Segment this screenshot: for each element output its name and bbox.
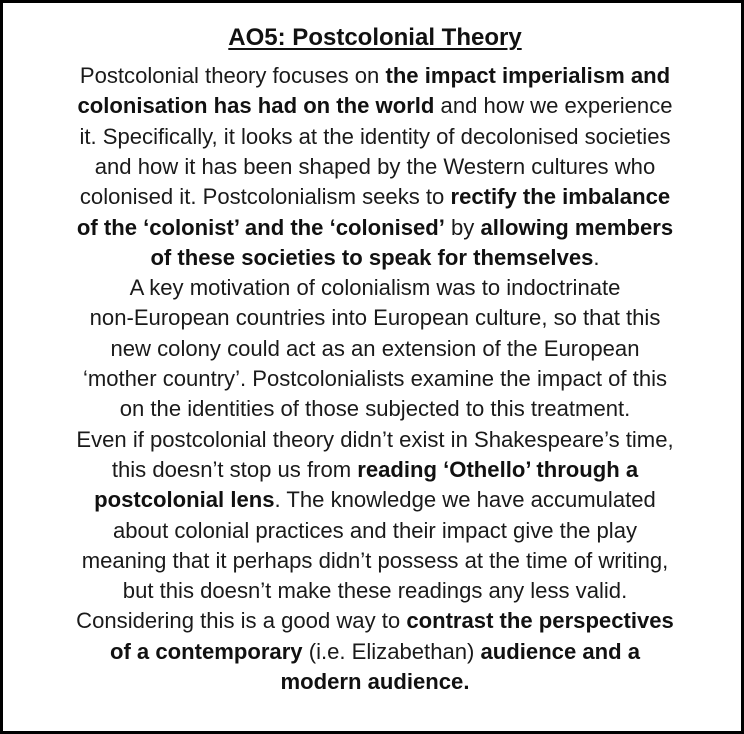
text-segment: new colony could act as an extension of the European: [110, 335, 640, 361]
bold-phrase: contrast the perspectives: [406, 608, 674, 634]
text-segment: ‘mother country’. Postcolonialists examine the impact of this: [82, 366, 668, 391]
text-line: [3, 607, 744, 635]
text-line: [3, 62, 744, 90]
text-line: [3, 517, 744, 545]
text-segment: and how we experience: [434, 93, 673, 119]
text-line: [3, 395, 744, 423]
bold-phrase: of the ‘colonist’ and the ‘colonised’: [76, 214, 445, 240]
text-segment: about colonial practices and their impact give the play: [112, 517, 638, 543]
text-line: [3, 577, 744, 605]
text-line: [3, 456, 744, 484]
text-line: [3, 304, 744, 332]
text-line: [3, 274, 744, 302]
text-line: [3, 547, 744, 575]
text-segment: this doesn’t stop us from: [111, 456, 358, 482]
text-segment: it. Specifically, it looks at the identity of decolonised societies: [79, 123, 671, 149]
bold-phrase: rectify the imbalance: [450, 184, 671, 210]
text-segment: (i.e. Elizabethan): [302, 638, 481, 664]
text-line: [3, 638, 744, 666]
text-line: [3, 486, 744, 514]
text-line: [3, 123, 744, 151]
text-segment: on the identities of those subjected to this treatment.: [119, 396, 631, 422]
bold-phrase: colonisation has had on the world: [77, 93, 435, 119]
text-segment: by: [444, 214, 481, 240]
text-segment: non-European countries into European culture, so that this: [89, 305, 661, 331]
bold-phrase: postcolonial lens: [94, 487, 275, 513]
bold-phrase: modern audience.: [280, 669, 470, 694]
text-line: [3, 92, 744, 120]
text-line: [3, 426, 744, 454]
text-segment: Considering this is a good way to: [76, 608, 407, 634]
text-line: [3, 365, 744, 393]
text-line: [3, 183, 744, 211]
bold-phrase: allowing members: [480, 214, 674, 240]
bold-phrase: audience and a: [480, 638, 641, 664]
text-segment: meaning that it perhaps didn’t possess at the time of writing,: [81, 547, 669, 573]
text-segment: colonised it. Postcolonialism seeks to: [79, 184, 451, 210]
text-line: [3, 214, 744, 242]
bold-phrase: the impact imperialism and: [385, 63, 671, 88]
text-segment: and how it has been shaped by the Western cultures who: [94, 153, 656, 179]
text-segment: but this doesn’t make these readings any less valid.: [122, 578, 628, 604]
bold-phrase: of a contemporary: [109, 638, 303, 664]
text-segment: Even if postcolonial theory didn’t exist in Shakespeare’s time,: [76, 426, 674, 452]
text-line: [3, 244, 744, 272]
page-title: AO5: Postcolonial Theory: [228, 24, 522, 51]
text-line: [3, 335, 744, 363]
bold-phrase: reading ‘Othello’ through a: [357, 456, 639, 482]
text-segment: Postcolonial theory focuses on: [79, 63, 386, 88]
text-line: [3, 668, 744, 696]
text-segment: .: [593, 244, 600, 270]
text-segment: . The knowledge we have accumulated: [274, 487, 656, 513]
text-segment: A key motivation of colonialism was to indoctrinate: [129, 275, 621, 301]
bold-phrase: of these societies to speak for themselves: [150, 244, 594, 270]
text-line: [3, 153, 744, 181]
